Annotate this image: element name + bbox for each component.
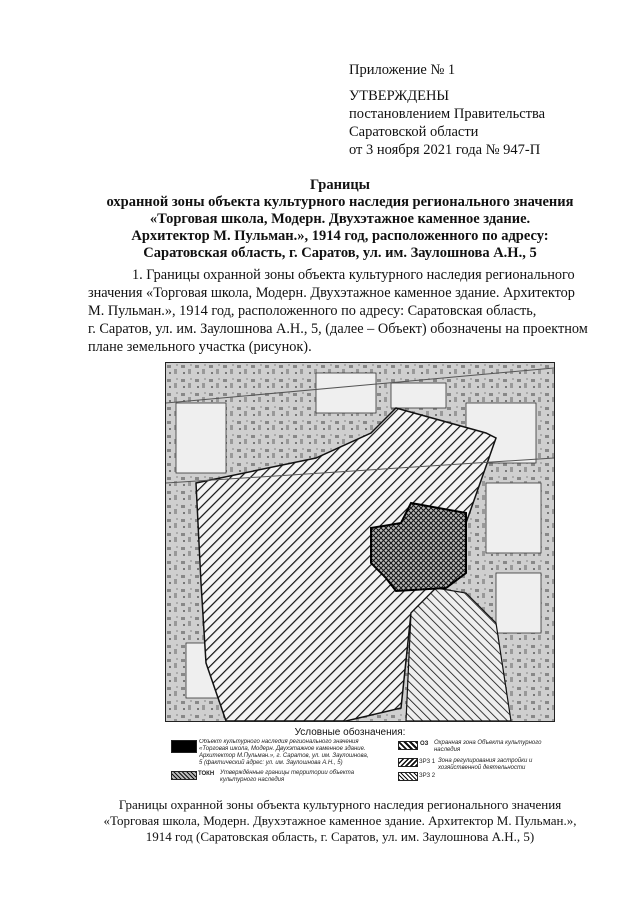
legend-title: Условные обозначения: (294, 727, 406, 738)
appendix-label: Приложение № 1 (349, 62, 456, 78)
para-line-3: М. Пульман.», 1914 год, расположенного по адресу: Саратовская область, (88, 303, 537, 319)
legend-toikn-swatch (171, 771, 197, 780)
approval-line-3: от 3 ноября 2021 года № 947-П (349, 142, 541, 158)
doc-title-1: Границы (309, 177, 370, 193)
doc-title-3: «Торговая школа, Модерн. Двухэтажное каменное здание. (149, 211, 531, 227)
approval-line-1: постановлением Правительства (349, 106, 546, 122)
legend-zrz1-text: Зона регулирования застройки и хозяйственной деятельности (438, 758, 533, 771)
site-plan-drawing (166, 363, 554, 721)
body-paragraph (88, 266, 598, 356)
legend-toikn-code: ТОКН (198, 771, 215, 777)
legend-oz-code: ОЗ (420, 741, 429, 747)
legend-object-swatch (171, 740, 197, 753)
legend-toikn-text: Утверждённые границы территории объекта культурного наследия (220, 770, 355, 783)
para-line-4: г. Саратов, ул. им. Заулошнова А.Н., 5, (далее – Объект) обозначены на проектном (88, 321, 588, 337)
doc-title-2: охранной зоны объекта культурного наследия регионального значения (106, 194, 574, 210)
legend-oz-swatch (398, 741, 418, 750)
legend-zrz1-swatch (398, 758, 418, 767)
approval-line-2: Саратовской области (349, 124, 479, 140)
legend-zrz2-code: ЗРЗ 2 (419, 773, 436, 779)
figure-caption-3: 1914 год (Саратовская область, г. Саратов, ул. им. Заулошнова А.Н., 5) (145, 829, 535, 844)
legend-object-text: Объект культурного наследия регионального значения «Торговая школа, Модерн. Двухэтажное каменное здание. Архитектор М.Пульман.», г. Саратов, ул. им. Заулошнова, 5 (фактический адрес: ул. им. Заулошнова А.Н., 5) (199, 739, 369, 766)
doc-title-5: Саратовская область, г. Саратов, ул. им. Заулошнова А.Н., 5 (143, 245, 537, 261)
legend-zrz1-code: ЗРЗ 1 (419, 759, 436, 765)
site-plan-map (165, 362, 555, 722)
legend-oz-text: Охранная зона Объекта культурного наследия (434, 740, 542, 753)
legend-zrz2-swatch (398, 772, 418, 781)
para-line-2: значения «Торговая школа, Модерн. Двухэтажное каменное здание. Архитектор (88, 285, 575, 301)
figure-caption-2: «Торговая школа, Модерн. Двухэтажное каменное здание. Архитектор М. Пульман.», (103, 813, 577, 828)
para-line-5: плане земельного участка (рисунок). (88, 339, 312, 355)
doc-title-4: Архитектор М. Пульман.», 1914 год, расположенного по адресу: (131, 228, 549, 244)
figure-caption-1: Границы охранной зоны объекта культурного наследия регионального значения (118, 797, 562, 812)
para-line-1: 1. Границы охранной зоны объекта культурного наследия регионального (132, 267, 575, 283)
approved-label: УТВЕРЖДЕНЫ (349, 88, 450, 104)
